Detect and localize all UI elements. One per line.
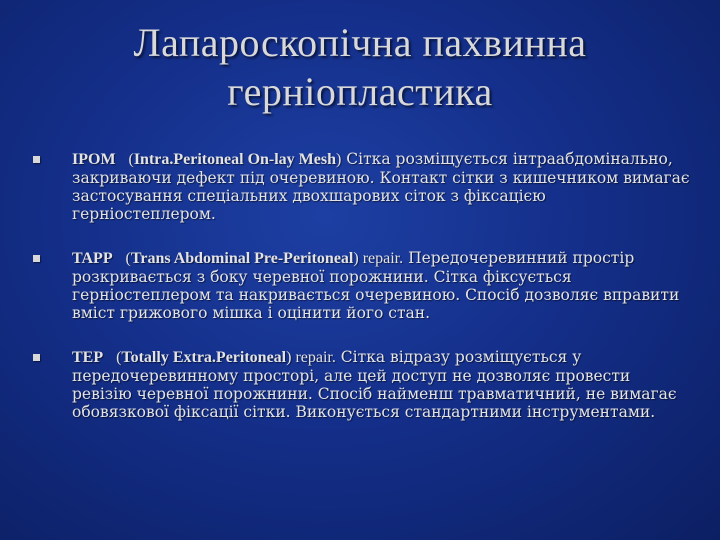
bullet-full-name: Trans Abdominal Pre-Peritoneal xyxy=(130,250,354,267)
square-bullet-icon xyxy=(33,354,40,361)
bullet-text: Сітка розміщується інтраабдомінально, закриваючи дефект під очеревиною. Контакт сітки з кишечником вимагає застосування спеціальних двохшарових сіток з фіксацією герніостеплером. xyxy=(72,150,690,223)
slide-title xyxy=(60,18,660,116)
bullet-list xyxy=(30,150,690,421)
title-line-1: Лапароскопічна пахвинна xyxy=(133,20,587,65)
paren-close: ) xyxy=(286,349,292,366)
paren-close: ) xyxy=(336,151,342,168)
title-line-2: герніопластика xyxy=(227,69,493,114)
paren-open: ( xyxy=(128,151,134,168)
bullet-tapp xyxy=(30,249,690,322)
square-bullet-icon xyxy=(33,156,40,163)
bullet-full-name: Intra.Peritoneal On-lay Mesh xyxy=(133,151,337,168)
square-bullet-icon xyxy=(33,255,40,262)
bullet-abbr: IPOM xyxy=(72,151,116,168)
bullet-abbr: TAPP xyxy=(72,250,113,267)
paren-close: ) xyxy=(353,250,359,267)
bullet-text: Сітка відразу розміщується у передочеревинному просторі, але цей доступ не дозволяє провести ревізію черевної порожнини. Спосіб найменш травматичний, не вимагає обовязкової фіксації сітки. Виконується стандартними інструментами. xyxy=(72,348,677,421)
bullet-ipom xyxy=(30,150,690,223)
bullet-abbr: TEP xyxy=(72,349,104,366)
bullet-suffix: repair. xyxy=(291,349,336,366)
bullet-text: Передочеревинний простір розкривається з боку черевної порожнини. Сітка фіксується герніостеплером та накривається очеревиною. Спосіб дозволяє вправити вміст грижового мішка і оцінити його стан. xyxy=(72,249,680,322)
bullet-tep xyxy=(30,348,690,421)
bullet-full-name: Totally Extra.Peritoneal xyxy=(121,349,287,366)
paren-open: ( xyxy=(125,250,131,267)
paren-open: ( xyxy=(116,349,122,366)
bullet-suffix: repair. xyxy=(358,250,404,267)
